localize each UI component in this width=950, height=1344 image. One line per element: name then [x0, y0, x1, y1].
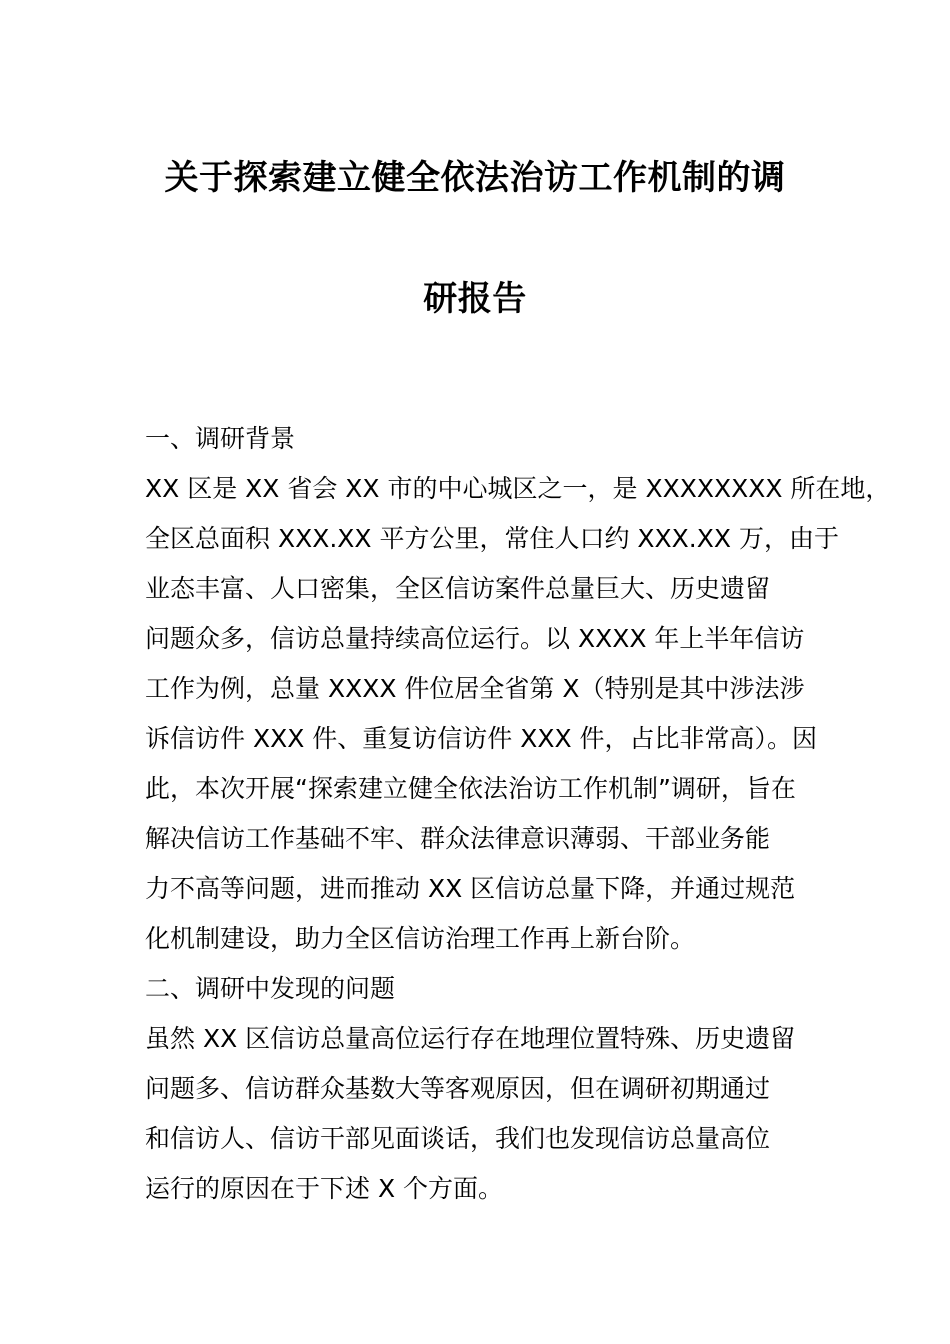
document-title-line-1: 关于探索建立健全依法治访工作机制的调	[164, 158, 786, 198]
paragraph-line: 化机制建设，助力全区信访治理工作再上新台阶。	[145, 924, 696, 953]
paragraph-line: 虽然 XX 区信访总量高位运行存在地理位置特殊、历史遗留	[145, 1024, 796, 1053]
paragraph-line: 工作为例，总量 XXXX 件位居全省第 X（特别是其中涉法涉	[145, 674, 805, 703]
document-title-line-2: 研报告	[423, 279, 527, 319]
paragraph-line: 解决信访工作基础不牢、群众法律意识薄弱、干部业务能	[145, 824, 771, 853]
paragraph-line: 业态丰富、人口密集，全区信访案件总量巨大、历史遗留	[145, 574, 771, 603]
paragraph-line: 全区总面积 XXX.XX 平方公里，常住人口约 XXX.XX 万，由于	[145, 524, 839, 553]
section-heading-problems: 二、调研中发现的问题	[145, 974, 396, 1003]
paragraph-line: 和信访人、信访干部见面谈话，我们也发现信访总量高位	[145, 1124, 771, 1153]
document-body	[145, 414, 891, 1214]
paragraph-line: 诉信访件 XXX 件、重复访信访件 XXX 件，占比非常高）。因	[145, 724, 818, 753]
paragraph-line: XX 区是 XX 省会 XX 市的中心城区之一，是 XXXXXXXX 所在地，	[145, 474, 891, 503]
section-heading-background: 一、调研背景	[145, 424, 296, 453]
paragraph-line: 此，本次开展“探索建立健全依法治访工作机制”调研，旨在	[145, 774, 796, 803]
paragraph-line: 问题多、信访群众基数大等客观原因，但在调研初期通过	[145, 1074, 771, 1103]
paragraph-line: 力不高等问题，进而推动 XX 区信访总量下降，并通过规范	[145, 874, 796, 903]
paragraph-line: 运行的原因在于下述 X 个方面。	[145, 1174, 504, 1203]
paragraph-line: 问题众多，信访总量持续高位运行。以 XXXX 年上半年信访	[145, 624, 805, 653]
